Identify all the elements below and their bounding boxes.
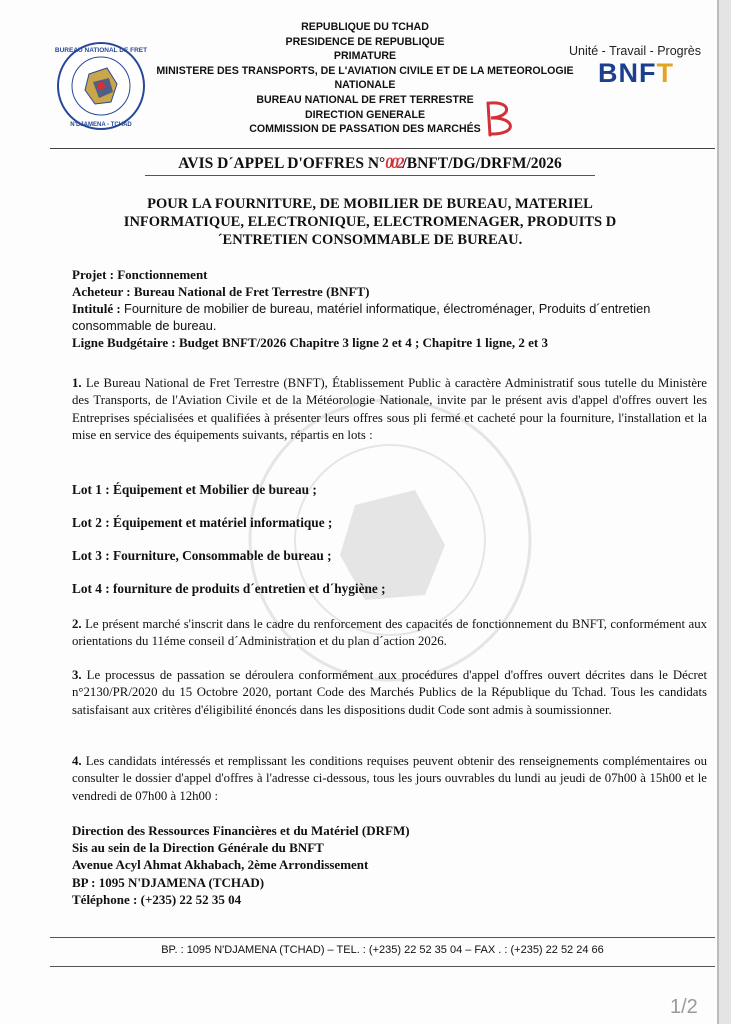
lot-3: Lot 3 : Fourniture, Consommable de bureau ; — [72, 548, 332, 563]
bnft-wordmark — [598, 58, 674, 89]
address-line: Avenue Acyl Ahmat Akhabach, 2ème Arrondissement — [72, 857, 369, 873]
projet-label: Projet : — [72, 267, 118, 282]
header-rule — [50, 148, 715, 149]
letterhead-line: PRESIDENCE DE REPUBLIQUE — [285, 35, 445, 48]
seal-text-bottom: N'DJAMENA - TCHAD — [70, 122, 132, 128]
paragraph-number: 2. — [72, 617, 82, 631]
motto: Unité - Travail - Progrès — [569, 44, 701, 58]
paragraph-number: 4. — [72, 754, 82, 768]
notice-title — [60, 155, 680, 173]
bnft-seal-logo — [55, 40, 147, 132]
letterhead-line: MINISTERE DES TRANSPORTS, DE L'AVIATION CIVILE ET DE LA METEOROLOGIE — [156, 64, 574, 77]
page-indicator: 1/2 — [670, 996, 698, 1018]
ligne-label: Ligne Budgétaire : — [72, 335, 180, 350]
paragraph-4 — [72, 753, 707, 805]
footer-rule-top — [50, 937, 715, 938]
letterhead-line: PRIMATURE — [333, 50, 397, 63]
address-line: Sis au sein de la Direction Générale du BNFT — [72, 840, 324, 856]
lot-2: Lot 2 : Équipement et matériel informatique ; — [72, 515, 333, 530]
letterhead-line: DIRECTION GENERALE — [304, 108, 426, 121]
paragraph-text: Les candidats intéressés et remplissant les conditions requises peuvent obtenir des renseignements complémentaires ou consulter le dossier d'appel d'offres à l'adresse ci-dessous, tous les jours ouvrables du lundi au jeudi de 07h00 à 15h00 et le vendredi de 07h00 à 12h00 : — [72, 754, 707, 803]
ligne-value: Budget BNFT/2026 Chapitre 3 ligne 2 et 4 ; Chapitre 1 ligne, 2 et 3 — [179, 335, 548, 350]
title-number: 002 — [385, 155, 403, 172]
lot-1: Lot 1 : Équipement et Mobilier de bureau ; — [72, 482, 317, 497]
seal-text-top: BUREAU NATIONAL DE FRET — [55, 47, 147, 54]
paragraph-text: Le présent marché s'inscrit dans le cadre du renforcement des capacités de fonctionnement du BNFT, conformément aux orientations du 11éme conseil d´Administration et du plan d´action 2026. — [72, 617, 707, 649]
notice-subtitle: POUR LA FOURNITURE, DE MOBILIER DE BUREAU, MATERIEL INFORMATIQUE, ELECTRONIQUE, ELECTROMENAGER, PRODUITS D´ENTRETIEN CONSOMMABLE DE BUREAU. — [123, 196, 617, 248]
title-suffix: /BNFT/DG/DRFM/2026 — [402, 155, 562, 172]
address-line: BP : 1095 N'DJAMENA (TCHAD) — [72, 874, 265, 890]
letterhead-line: REPUBLIQUE DU TCHAD — [301, 21, 429, 33]
paragraph-3 — [72, 667, 707, 719]
bnft-wordmark-tail: T — [656, 58, 674, 88]
paragraph-2 — [72, 616, 707, 651]
address-line: Téléphone : (+235) 22 52 35 04 — [72, 891, 242, 907]
paragraph-1 — [72, 375, 707, 444]
lot-4: Lot 4 : fourniture de produits d´entretien et d´hygiène ; — [72, 581, 386, 596]
bnft-wordmark-main: BNF — [598, 58, 657, 88]
title-underline — [145, 175, 595, 176]
project-info — [72, 266, 707, 351]
letterhead-line: COMMISSION DE PASSATION DES MARCHÉS — [249, 123, 481, 136]
paragraph-text: Le Bureau National de Fret Terrestre (BNFT), Établissement Public à caractère Administratif sous tutelle du Ministère des Transports, de l'Aviation Civile et de la Météorologie Nationale, invite par le présent avis d'appel d'offres ouvert les Entreprises spécialisées et qualifiées à présenter leurs offres sous pli fermé et cacheté pour la fourniture, l'installation et la mise en service des équipements suivants, répartis en lots : — [72, 376, 707, 442]
title-prefix: AVIS D´APPEL D'OFFRES N° — [178, 155, 386, 172]
projet-value: Fonctionnement — [117, 267, 208, 282]
intitule-label: Intitulé : — [72, 301, 124, 316]
letterhead-line: NATIONALE — [334, 79, 396, 92]
paragraph-number: 3. — [72, 668, 82, 682]
address-line: Direction des Ressources Financières et du Matériel (DRFM) — [72, 823, 410, 838]
footer-contact: BP. : 1095 N'DJAMENA (TCHAD) – TEL. : (+235) 22 52 35 04 – FAX . : (+235) 22 52 24 66 — [161, 944, 604, 956]
page-edge — [717, 0, 719, 1024]
footer-rule-bottom — [50, 966, 715, 967]
letterhead-line: BUREAU NATIONAL DE FRET TERRESTRE — [256, 93, 474, 106]
paragraph-text: Le processus de passation se déroulera conformément aux procédures d'appel d'offres ouvert décrites dans le Décret n°2130/PR/2020 du 15 Octobre 2020, portant Code des Marchés Publics de la République du Tchad. Tous les candidats satisfaisant aux critères d'éligibilité énoncés dans les dispositions dudit Code sont admis à soumissionner. — [72, 668, 707, 717]
intitule-value: Fourniture de mobilier de bureau, matériel informatique, électroménager, Produits d´entretien consommable de bureau. — [72, 301, 651, 333]
acheteur-value: Bureau National de Fret Terrestre (BNFT) — [133, 284, 370, 299]
paragraph-number: 1. — [72, 376, 82, 390]
acheteur-label: Acheteur : — [72, 284, 134, 299]
contact-address — [72, 822, 410, 908]
handwritten-initials — [482, 99, 524, 139]
